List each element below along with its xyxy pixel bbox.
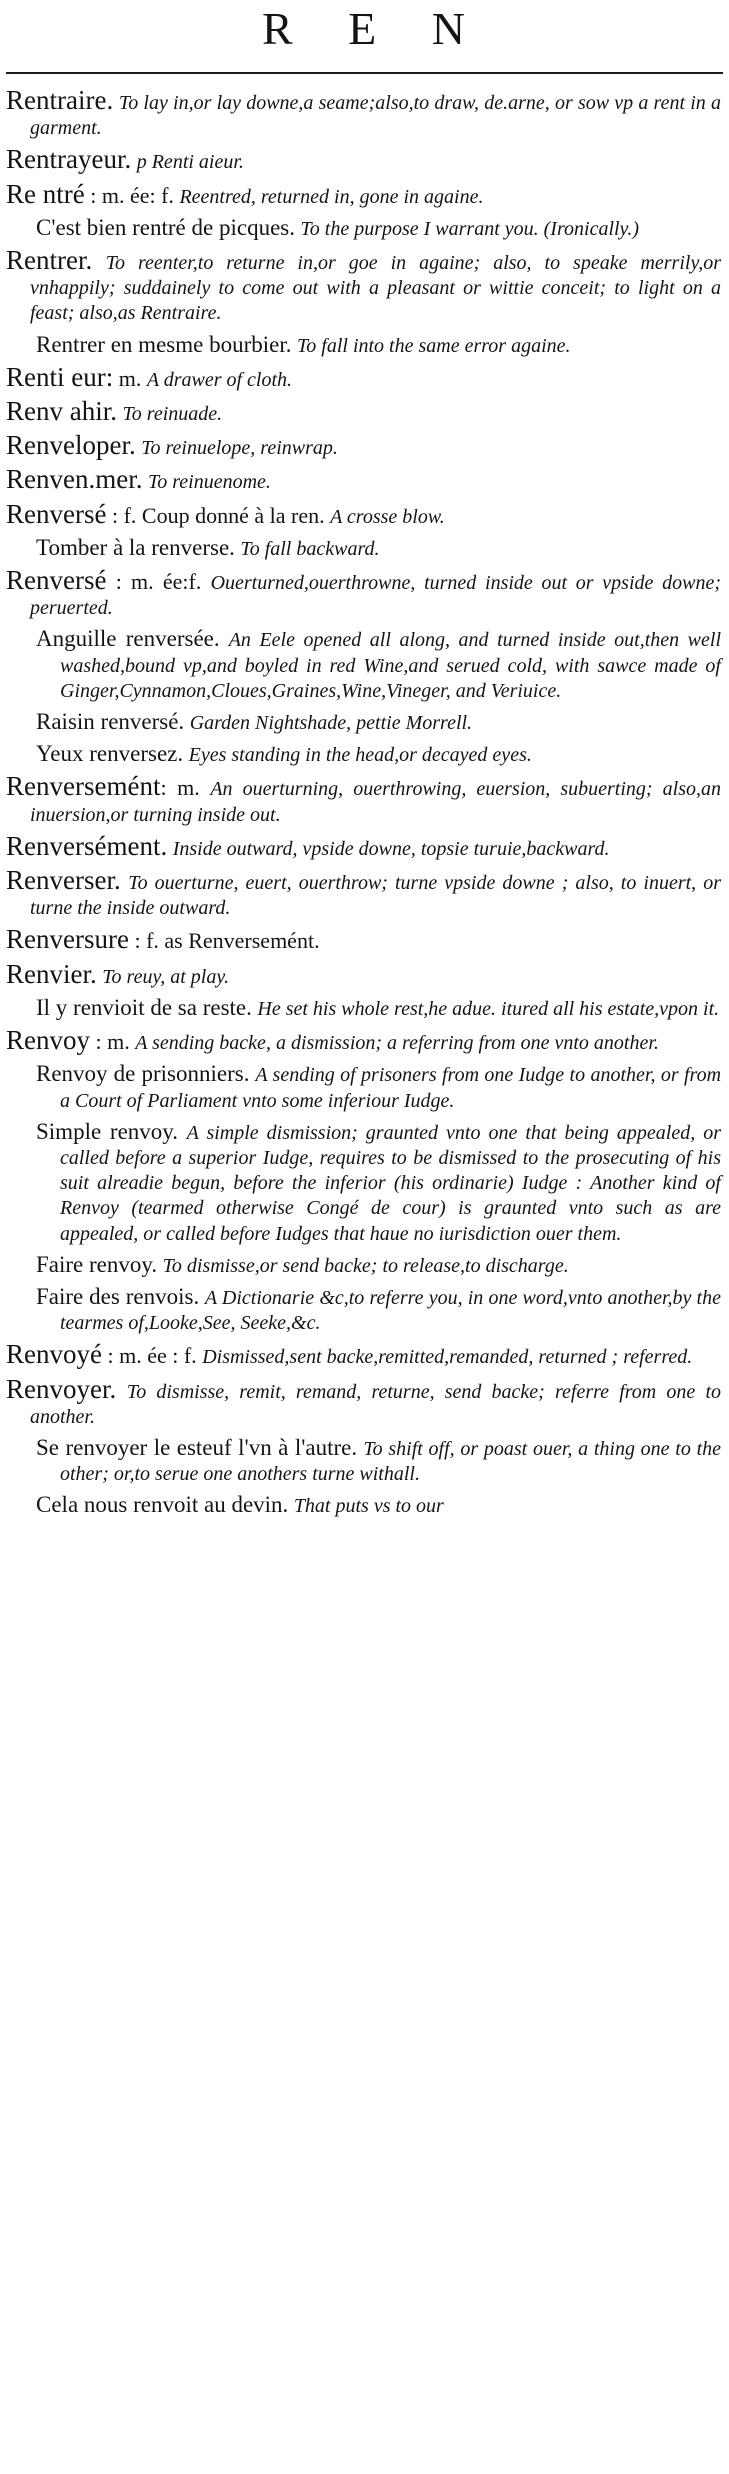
headword: Renversément.	[6, 830, 168, 861]
english-definition: To lay in,or lay downe,a seame;also,to draw, de.arne, or sow vp a rent in a garment.	[30, 92, 721, 140]
english-definition: A Dictionarie &c,to referre you, in one word,vnto another,by the tearmes of,Looke,See, Seeke,&c.	[60, 1286, 721, 1335]
page-header: R E N	[262, 3, 487, 54]
headword: Se renvoyer le esteuf l'vn à l'autre.	[36, 1434, 358, 1460]
dictionary-entry	[6, 498, 721, 529]
sub-entry	[6, 1253, 721, 1278]
sub-entry	[6, 216, 721, 241]
english-definition: A crosse blow.	[330, 505, 445, 528]
headword: Cela nous renvoit au devin.	[36, 1492, 289, 1518]
sub-entry	[6, 996, 721, 1021]
headword: Faire renvoy.	[36, 1251, 158, 1277]
headword: Renversure	[6, 924, 129, 955]
english-definition: Eyes standing in the head,or decayed eyes.	[188, 744, 532, 767]
english-definition: A simple dismission; graunted vnto one that being appealed, or called before a superior Iudge, requires to be dismissed to the prosecuting of his suit alreadie begun, before the inferior (his ordinarie) Iudge : Another kind of Renvoy (tearmed otherwise Congé de cour) is graunted vnto such as are appealed, or called before Iudges that haue no iurisdiction ouer them.	[60, 1121, 722, 1245]
sub-entry	[6, 333, 721, 358]
headword: Rentrayeur.	[6, 144, 132, 175]
headword: Renti eur:	[6, 361, 114, 392]
headword: Renveloper.	[6, 430, 136, 461]
english-definition: To fall backward.	[240, 537, 380, 560]
sub-entry	[6, 1285, 721, 1335]
headword: Rentrer en mesme bourbier.	[36, 331, 292, 357]
english-definition: He set his whole rest,he adue. itured all his estate,vpon it.	[257, 997, 720, 1020]
headword: Renversemént	[6, 771, 161, 802]
headword: C'est bien rentré de picques.	[36, 214, 295, 240]
dictionary-entry	[6, 924, 721, 955]
headword: Renversé	[6, 565, 107, 596]
headword: Renvier.	[6, 958, 97, 989]
english-definition: A drawer of cloth.	[146, 368, 293, 391]
headword: Renvoy	[6, 1025, 90, 1056]
dictionary-entry	[6, 830, 721, 861]
dictionary-entry	[6, 361, 721, 392]
headword: Raisin renversé.	[36, 709, 185, 735]
english-definition: An Eele opened all along, and turned inside out,then well washed,bound vp,and boyled in red Wine,and serued cold, with sawce made of Ginger,Cynnamon,Cloues,Graines,Wine,Vineger, and Veriuice.	[60, 629, 722, 702]
sub-entry	[6, 742, 721, 767]
sub-entry	[6, 1493, 721, 1518]
sub-entry	[6, 1062, 721, 1112]
english-definition: To the purpose I warrant you. (Ironically.)	[300, 217, 639, 240]
english-definition: To reenter,to returne in,or goe in againe; also, to speake merrily,or vnhappily; suddainely to come out with a pleasant or wittie conceit; to light on a feast; also,as Rentraire.	[30, 252, 721, 325]
headword: Anguille renversée.	[36, 626, 220, 652]
english-definition: p Renti aieur.	[136, 151, 244, 174]
headword: Renvoyer.	[6, 1373, 117, 1404]
english-definition: An ouerturning, ouerthrowing, euersion, subuerting; also,an inuersion,or turning inside out.	[30, 778, 721, 826]
english-definition: That puts vs to our	[293, 1495, 444, 1518]
dictionary-entry	[6, 144, 721, 175]
english-definition: To reinuade.	[122, 403, 223, 426]
english-definition: Reentred, returned in, gone in againe.	[179, 185, 484, 208]
english-definition: To shift off, or poast ouer, a thing one to the other; or,to serue one anothers turne withall.	[60, 1437, 722, 1486]
sub-entry	[6, 710, 721, 735]
dictionary-entry	[6, 771, 721, 826]
dictionary-entry	[6, 865, 722, 920]
dictionary-entry	[6, 85, 721, 140]
dictionary-entry	[6, 245, 721, 326]
english-definition: Ouerturned,ouerthrowne, turned inside out or vpside downe; peruerted.	[30, 572, 721, 620]
headword: Yeux renversez.	[36, 741, 184, 767]
dictionary-entry	[6, 464, 721, 495]
grammar-note: : f. Coup donné à la ren.	[106, 502, 325, 528]
headword: Simple renvoy.	[36, 1118, 179, 1144]
english-definition: Inside outward, vpside downe, topsie turuie,backward.	[172, 837, 610, 860]
dictionary-entry	[6, 396, 721, 427]
headword: Rentraire.	[6, 85, 114, 115]
dictionary-entry	[6, 178, 721, 209]
english-definition: Garden Nightshade, pettie Morrell.	[189, 712, 473, 735]
dictionary-entry	[6, 565, 721, 620]
headword: Rentrer.	[6, 245, 93, 276]
headword: Tomber à la renverse.	[36, 534, 235, 560]
headword: Faire des renvois.	[36, 1283, 200, 1309]
headword: Renvoy de prisonniers.	[36, 1061, 250, 1087]
english-definition: To fall into the same error againe.	[296, 334, 571, 357]
sub-entry	[6, 1120, 721, 1246]
sub-entry	[6, 1436, 721, 1486]
headword: Renversé	[6, 498, 107, 529]
header-rule	[6, 72, 723, 74]
english-definition: To ouerturne, euert, ouerthrow; turne vpside downe ; also, to inuert, or turne the inside outward.	[30, 872, 722, 920]
english-definition: A sending of prisoners from one Iudge to another, or from a Court of Parliament vnto some inferiour Iudge.	[60, 1064, 722, 1112]
grammar-note: : m.	[160, 775, 200, 801]
grammar-note: : m. ée:f.	[106, 569, 202, 595]
grammar-note: : m. ée: f.	[84, 182, 174, 208]
headword: Re ntré	[6, 178, 85, 209]
headword: Renvoyé	[6, 1339, 102, 1370]
english-definition: A sending backe, a dismission; a referring from one vnto another.	[135, 1032, 659, 1055]
english-definition: Dismissed,sent backe,remitted,remanded, returned ; referred.	[202, 1346, 693, 1369]
headword: Il y renvioit de sa reste.	[36, 994, 252, 1020]
dictionary-entry	[6, 1025, 721, 1056]
english-definition: To reinuelope, reinwrap.	[141, 437, 338, 460]
headword: Renven.mer.	[6, 464, 143, 495]
dictionary-entry	[6, 958, 721, 989]
dictionary-entry	[6, 430, 721, 461]
grammar-note: : f. as Renversemént.	[128, 928, 320, 954]
english-definition: To reuy, at play.	[102, 965, 230, 988]
sub-entry	[6, 627, 721, 703]
dictionary-entry	[6, 1373, 722, 1429]
english-definition: To reinuenome.	[147, 471, 271, 494]
english-definition: To dismisse,or send backe; to release,to discharge.	[162, 1254, 569, 1277]
headword: Renv ahir.	[6, 396, 117, 427]
grammar-note: : m. ée : f.	[101, 1343, 197, 1369]
english-definition: To dismisse, remit, remand, returne, send backe; referre from one to another.	[30, 1380, 722, 1428]
entry-list	[6, 85, 722, 1526]
grammar-note: m.	[113, 365, 142, 391]
headword: Renverser.	[6, 865, 121, 896]
grammar-note: : m.	[90, 1029, 130, 1055]
dictionary-entry	[6, 1339, 721, 1370]
sub-entry	[6, 536, 721, 561]
